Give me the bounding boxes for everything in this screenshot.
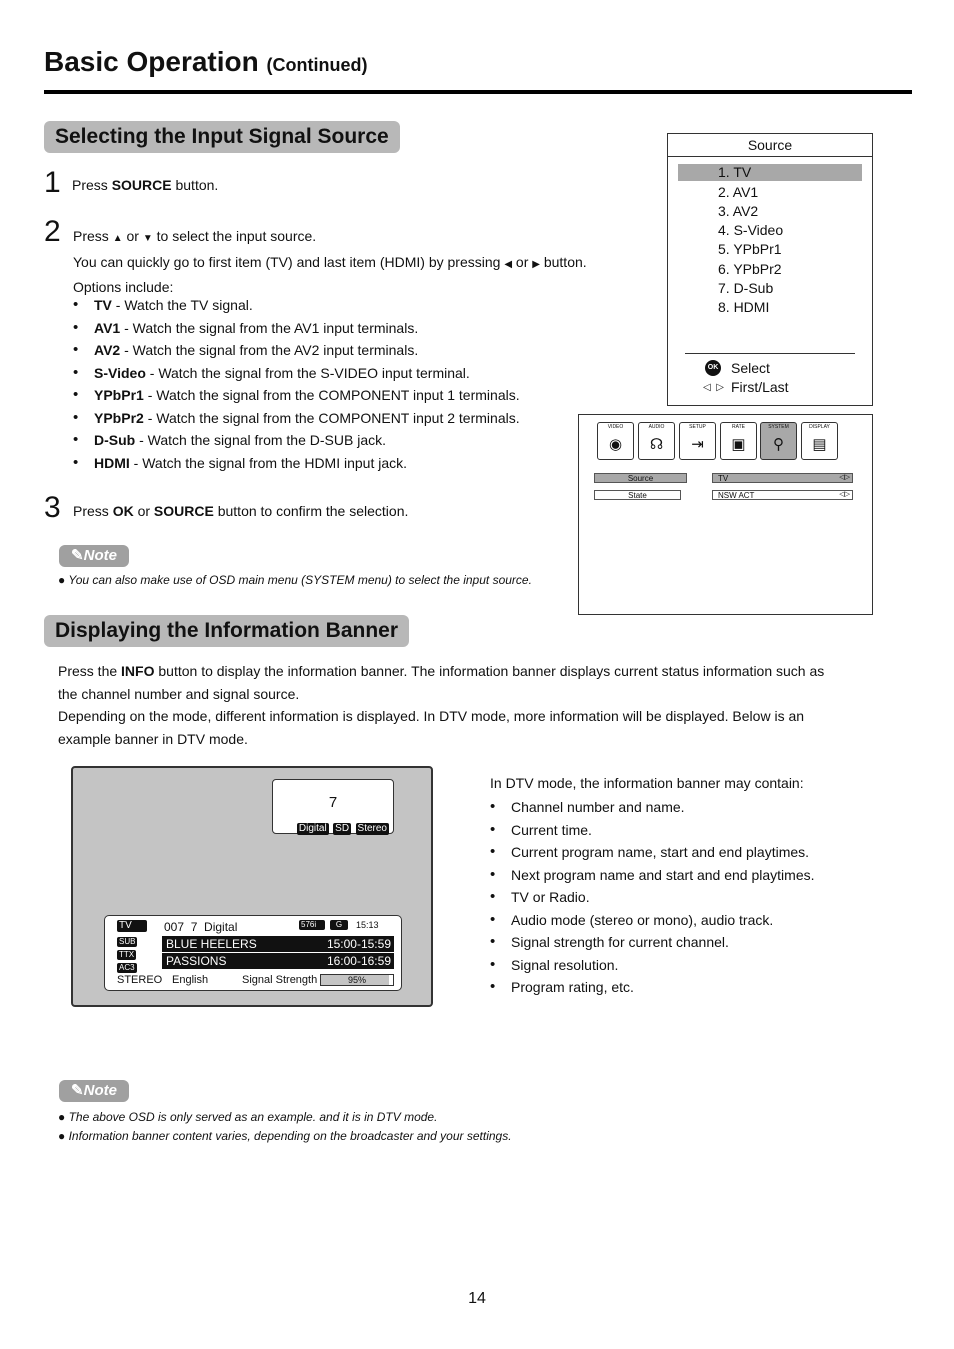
- status-badge: Stereo: [357, 823, 387, 834]
- list-item: • YPbPr2 - Watch the signal from the COMPONENT input 2 terminals.: [73, 407, 573, 430]
- dtv-intro: In DTV mode, the information banner may contain:: [490, 775, 804, 791]
- ok-icon: OK: [705, 360, 721, 376]
- source-menu: [667, 133, 873, 406]
- step-number-1: 1: [44, 166, 61, 199]
- current-time: 15:13: [356, 920, 379, 930]
- status-badge: Digital: [298, 823, 327, 834]
- program-row-next: PASSIONS 16:00-16:59: [162, 953, 394, 969]
- list-item: • TV or Radio.: [490, 886, 890, 909]
- section-heading-info-banner: Displaying the Information Banner: [44, 615, 409, 647]
- list-item: • S-Video - Watch the signal from the S-VIDEO input terminal.: [73, 362, 573, 385]
- left-right-arrows-icon: ◁▷: [839, 491, 850, 498]
- setup-icon: ⇥: [691, 436, 704, 453]
- list-item: • TV - Watch the TV signal.: [73, 294, 573, 317]
- pencil-icon: ✎: [71, 1082, 84, 1099]
- list-item: • Channel number and name.: [490, 796, 890, 819]
- signal-strength-label: Signal Strength: [242, 974, 318, 986]
- list-item: • D-Sub - Watch the signal from the D-SUB jack.: [73, 429, 573, 452]
- note-badge-1: ✎Note: [59, 545, 129, 567]
- channel-number: 7: [328, 794, 338, 811]
- left-right-arrows-icon: ◁ ▷: [703, 382, 724, 393]
- monitor-icon: ▤: [812, 436, 827, 453]
- page-title: Basic Operation (Continued): [44, 46, 368, 77]
- tab-system[interactable]: SYSTEM ⚲: [760, 422, 797, 460]
- state-row-label[interactable]: State: [594, 490, 681, 500]
- state-row-value[interactable]: NSW ACT ◁▷: [712, 490, 853, 500]
- ttx-badge: TTX: [119, 950, 135, 959]
- source-menu-item[interactable]: 6. YPbPr2: [718, 261, 782, 277]
- up-arrow-icon: ▲: [112, 233, 123, 244]
- channel-tags: [297, 818, 389, 836]
- step-3-text: Press OK or SOURCE button to confirm the selection.: [73, 503, 409, 519]
- source-menu-divider: [685, 353, 855, 354]
- down-arrow-icon: ▼: [142, 233, 153, 244]
- program-row-current: BLUE HEELERS 15:00-15:59: [162, 936, 394, 952]
- step-number-3: 3: [44, 491, 61, 524]
- key-icon: ⚲: [773, 436, 784, 453]
- step-2-line-3: Options include:: [73, 279, 174, 295]
- section-heading-input-source: Selecting the Input Signal Source: [44, 121, 400, 153]
- note-badge-2: ✎Note: [59, 1080, 129, 1102]
- signal-strength-bar: [320, 974, 394, 986]
- tab-display[interactable]: DISPLAY ▤: [801, 422, 838, 460]
- step-2-line-1: Press ▲ or ▼ to select the input source.: [73, 228, 317, 244]
- signal-strength-value: 95%: [347, 975, 366, 985]
- list-item: • Program rating, etc.: [490, 976, 890, 999]
- list-item: • HDMI - Watch the signal from the HDMI input jack.: [73, 452, 573, 475]
- source-menu-highlight: [678, 164, 862, 181]
- info-bar: [104, 915, 402, 991]
- headphones-icon: ☊: [649, 436, 664, 453]
- video-icon: ◉: [608, 436, 623, 453]
- source-menu-item[interactable]: 1. TV: [718, 164, 752, 180]
- dtv-items-list: [490, 796, 890, 999]
- ac3-badge: AC3: [119, 963, 135, 972]
- list-item: • Current time.: [490, 819, 890, 842]
- left-arrow-icon: ◀: [504, 258, 513, 270]
- tab-rate[interactable]: RATE ▣: [720, 422, 757, 460]
- audio-language: English: [172, 974, 209, 986]
- page-number: 14: [468, 1290, 486, 1307]
- channel-box: [272, 779, 394, 834]
- list-item: • AV2 - Watch the signal from the AV2 input terminals.: [73, 339, 573, 362]
- source-menu-item[interactable]: 8. HDMI: [718, 299, 770, 315]
- source-row-label[interactable]: Source: [594, 473, 687, 483]
- source-menu-item[interactable]: 5. YPbPr1: [718, 241, 782, 257]
- channel-line: 007 7 Digital: [164, 920, 238, 934]
- right-arrow-icon: ▶: [532, 258, 540, 270]
- title-divider: [44, 90, 912, 94]
- list-item: • YPbPr1 - Watch the signal from the COMPONENT input 1 terminals.: [73, 384, 573, 407]
- lock-icon: ▣: [731, 436, 746, 453]
- sub-badge: SUB: [119, 937, 136, 946]
- source-menu-title: Source: [668, 134, 872, 157]
- mode-badge: TV: [117, 920, 147, 932]
- note-text-2a: ● The above OSD is only served as an example. and it is in DTV mode.: [58, 1110, 438, 1124]
- source-menu-item[interactable]: 2. AV1: [718, 184, 759, 200]
- list-item: • Current program name, start and end playtimes.: [490, 841, 890, 864]
- source-menu-item[interactable]: 3. AV2: [718, 203, 759, 219]
- source-row-value[interactable]: TV ◁▷: [712, 473, 853, 483]
- list-item: • AV1 - Watch the signal from the AV1 input terminals.: [73, 317, 573, 340]
- tab-setup[interactable]: SETUP ⇥: [679, 422, 716, 460]
- rating-badge: G: [330, 920, 348, 930]
- note-text-2b: ● Information banner content varies, depending on the broadcaster and your settings.: [58, 1129, 512, 1143]
- step-1-text: Press SOURCE button.: [72, 177, 219, 193]
- pencil-icon: ✎: [71, 547, 84, 564]
- status-badge: SD: [335, 823, 350, 834]
- step-2-line-2: You can quickly go to first item (TV) and last item (HDMI) by pressing ◀ or ▶ button.: [73, 253, 587, 270]
- source-menu-item[interactable]: 4. S-Video: [718, 222, 784, 238]
- step-2-text: [73, 225, 633, 299]
- info-banner-illustration: [71, 766, 433, 1007]
- audio-mode: STEREO: [117, 974, 163, 986]
- system-menu: [578, 414, 873, 615]
- note-text-1: ● You can also make use of OSD main menu (SYSTEM menu) to select the input source.: [58, 573, 532, 587]
- first-last-hint: First/Last: [731, 379, 789, 395]
- page-subtitle: (Continued): [266, 55, 368, 75]
- list-item: • Next program name and start and end playtimes.: [490, 864, 890, 887]
- tab-audio[interactable]: AUDIO ☊: [638, 422, 675, 460]
- select-hint: Select: [731, 360, 770, 376]
- list-item: • Audio mode (stereo or mono), audio track.: [490, 909, 890, 932]
- left-right-arrows-icon: ◁▷: [839, 474, 850, 481]
- source-menu-item[interactable]: 7. D-Sub: [718, 280, 774, 296]
- source-options-list: [73, 294, 573, 474]
- list-item: • Signal strength for current channel.: [490, 931, 890, 954]
- list-item: • Signal resolution.: [490, 954, 890, 977]
- tab-video[interactable]: VIDEO ◉: [597, 422, 634, 460]
- step-number-2: 2: [44, 215, 61, 248]
- resolution-badge: 576i: [299, 920, 325, 930]
- info-paragraph: Press the INFO button to display the information banner. The information banner displays current status information such as the channel number and signal source. Depending on the mode, different information is displayed. In DTV mode, more information will be displayed. Below is an example banner in DTV mode.: [58, 663, 825, 747]
